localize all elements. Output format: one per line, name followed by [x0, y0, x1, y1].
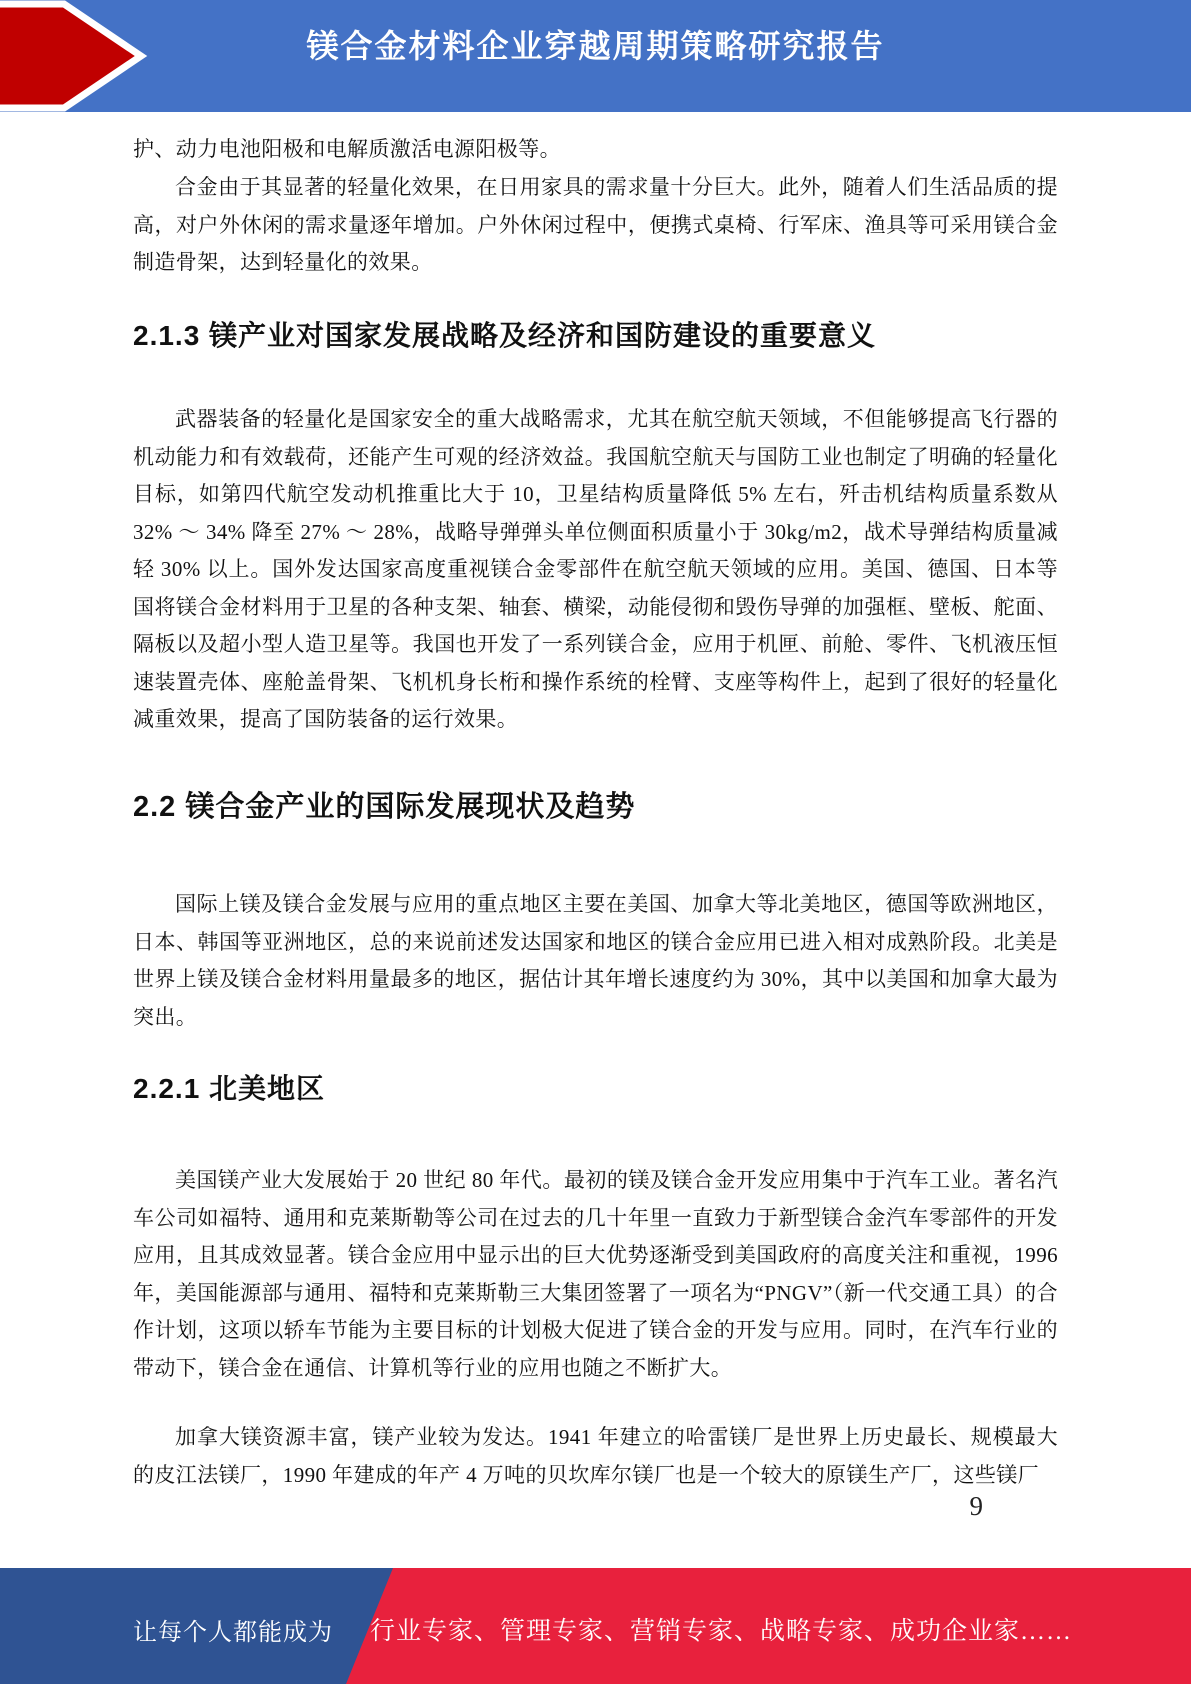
- page-number: 9: [969, 1491, 983, 1521]
- paragraph: 美国镁产业大发展始于 20 世纪 80 年代。最初的镁及镁合金开发应用集中于汽车工业。著名汽车公司如福特、通用和克莱斯勒等公司在过去的几十年里一直致力于新型镁合金汽车零部件的开发应用，且其成效显著。镁合金应用中显示出的巨大优势逐渐受到美国政府的高度关注和重视，1996 年，美国能源部与通用、福特和克莱斯勒三大集团签署了一项名为“PNGV”（新一代交通工具）的合作计划，这项以轿车节能为主要目标的计划极大促进了镁合金的开发与应用。同时，在汽车行业的带动下，镁合金在通信、计算机等行业的应用也随之不断扩大。: [133, 1168, 1058, 1380]
- paragraph-continuation: 护、动力电池阳极和电解质激活电源阳极等。: [133, 137, 561, 161]
- footer-bar: [0, 1568, 1191, 1684]
- paragraph: 加拿大镁资源丰富，镁产业较为发达。1941 年建立的哈雷镁厂是世界上历史最长、规模最大的皮江法镁厂，1990 年建成的年产 4 万吨的贝坎库尔镁厂也是一个较大的原镁生产厂，这些镁厂: [133, 1425, 1058, 1487]
- footer-slogan-right: 行业专家、管理专家、营销专家、战略专家、成功企业家……: [370, 1618, 1073, 1645]
- section-heading-2-2: 2.2 镁合金产业的国际发展现状及趋势: [133, 791, 636, 823]
- section-heading-2-1-3: 2.1.3 镁产业对国家发展战略及经济和国防建设的重要意义: [133, 320, 877, 351]
- paragraph: 合金由于其显著的轻量化效果，在日用家具的需求量十分巨大。此外，随着人们生活品质的提高，对户外休闲的需求量逐年增加。户外休闲过程中，便携式桌椅、行军床、渔具等可采用镁合金制造骨架，达到轻量化的效果。: [133, 175, 1058, 274]
- report-title: 镁合金材料企业穿越周期策略研究报告: [306, 28, 885, 64]
- header-bar: [0, 0, 1191, 112]
- paragraph: 武器装备的轻量化是国家安全的重大战略需求，尤其在航空航天领域，不但能够提高飞行器的机动能力和有效载荷，还能产生可观的经济效益。我国航空航天与国防工业也制定了明确的轻量化目标，如第四代航空发动机推重比大于 10，卫星结构质量降低 5% 左右，歼击机结构质量系数从 32% ～ 34% 降至 27% ～ 28%，战略导弹弹头单位侧面积质量小于 30kg/m2，战术导弹结构质量减轻 30% 以上。国外发达国家高度重视镁合金零部件在航空航天领域的应用。美国、德国、日本等国将镁合金材料用于卫星的各种支架、轴套、横梁，动能侵彻和毁伤导弹的加强框、壁板、舵面、隔板以及超小型人造卫星等。我国也开发了一系列镁合金，应用于机匣、前舱、零件、飞机液压恒速装置壳体、座舱盖骨架、飞机机身长桁和操作系统的栓臂、支座等构件上，起到了很好的轻量化减重效果，提高了国防装备的运行效果。: [133, 407, 1058, 731]
- paragraph: 国际上镁及镁合金发展与应用的重点地区主要在美国、加拿大等北美地区，德国等欧洲地区，日本、韩国等亚洲地区，总的来说前述发达国家和地区的镁合金应用已进入相对成熟阶段。北美是世界上镁及镁合金材料用量最多的地区，据估计其年增长速度约为 30%，其中以美国和加拿大最为突出。: [133, 892, 1058, 1029]
- section-heading-2-2-1: 2.2.1 北美地区: [133, 1073, 326, 1104]
- footer-slogan-left: 让每个人都能成为: [133, 1620, 333, 1646]
